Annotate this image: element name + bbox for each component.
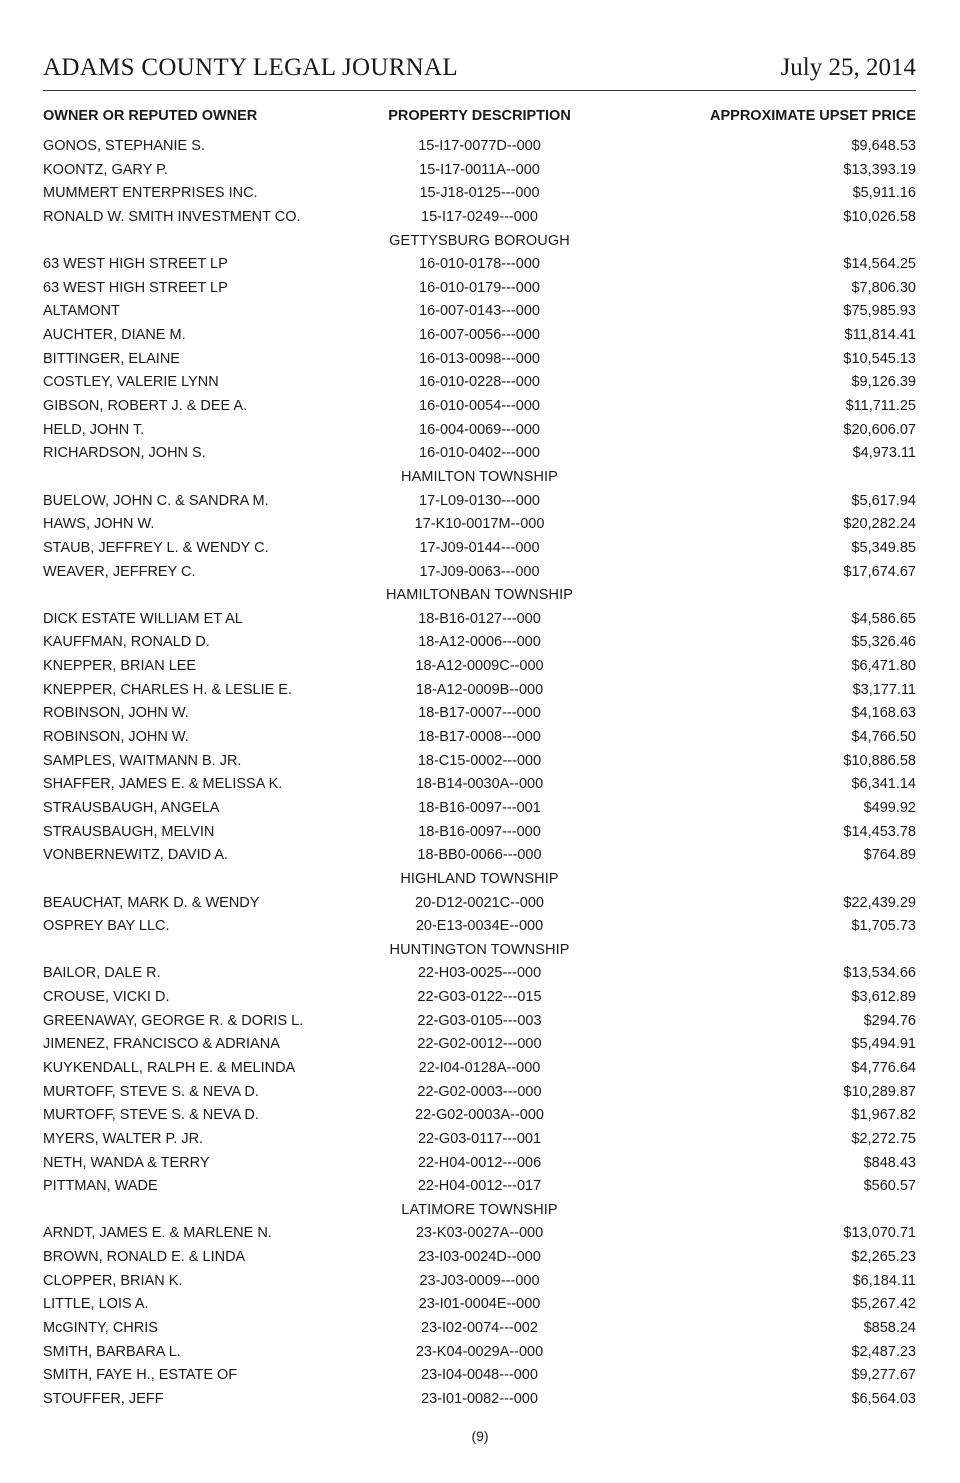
listing-table [43, 135, 916, 1412]
property-description: 22-G02-0012---000 [417, 1036, 542, 1053]
property-description: 23-I01-0004E--000 [418, 1296, 541, 1313]
upset-price: $10,545.13 [843, 350, 916, 367]
property-description: 18-B16-0097---001 [418, 799, 541, 816]
table-row [43, 419, 916, 443]
upset-price: $9,277.67 [851, 1367, 916, 1384]
owner-name: HAWS, JOHN W. [43, 516, 155, 533]
owner-name: CROUSE, VICKI D. [43, 989, 170, 1006]
table-row [43, 892, 916, 916]
table-row [43, 750, 916, 774]
table-row [43, 1152, 916, 1176]
table-row [43, 513, 916, 537]
table-row [43, 1081, 916, 1105]
table-row [43, 702, 916, 726]
upset-price: $6,184.11 [852, 1272, 916, 1289]
upset-price: $10,289.87 [843, 1083, 916, 1100]
upset-price: $5,267.42 [851, 1296, 916, 1313]
table-row [43, 442, 916, 466]
upset-price: $6,341.14 [851, 776, 916, 793]
table-row [43, 608, 916, 632]
property-description: 22-I04-0128A--000 [418, 1059, 541, 1076]
column-headers [43, 108, 916, 128]
section-name: HIGHLAND TOWNSHIP [400, 870, 559, 887]
upset-price: $4,766.50 [851, 729, 916, 746]
table-row [43, 1033, 916, 1057]
upset-price: $6,564.03 [851, 1390, 916, 1407]
upset-price: $3,177.11 [852, 681, 916, 698]
property-description: 22-G03-0117---001 [417, 1130, 542, 1147]
page-header [43, 52, 916, 91]
property-description: 17-J09-0063---000 [419, 563, 540, 580]
owner-name: McGINTY, CHRIS [43, 1320, 158, 1337]
upset-price: $14,453.78 [843, 823, 916, 840]
owner-name: SAMPLES, WAITMANN B. JR. [43, 752, 242, 769]
property-description: 22-G02-0003---000 [417, 1083, 542, 1100]
upset-price: $2,487.23 [851, 1343, 916, 1360]
owner-name: KNEPPER, BRIAN LEE [43, 658, 197, 675]
owner-name: HELD, JOHN T. [43, 421, 145, 438]
table-row [43, 1341, 916, 1365]
upset-price: $4,973.11 [852, 445, 916, 462]
owner-name: NETH, WANDA & TERRY [43, 1154, 210, 1171]
property-description: 23-I03-0024D--000 [418, 1249, 541, 1266]
section-name: LATIMORE TOWNSHIP [401, 1201, 558, 1218]
table-row [43, 348, 916, 372]
table-row [43, 821, 916, 845]
owner-name: ROBINSON, JOHN W. [43, 705, 189, 722]
property-description: 18-A12-0006---000 [418, 634, 541, 651]
property-description: 18-B17-0007---000 [418, 705, 541, 722]
owner-name: BEAUCHAT, MARK D. & WENDY [43, 894, 260, 911]
property-description: 23-I01-0082---000 [421, 1390, 538, 1407]
property-description: 23-I02-0074---002 [421, 1320, 538, 1337]
table-row [43, 1128, 916, 1152]
owner-name: SMITH, FAYE H., ESTATE OF [43, 1367, 238, 1384]
section-name: HAMILTONBAN TOWNSHIP [385, 587, 574, 604]
property-description: 22-H04-0012---006 [417, 1154, 542, 1171]
owner-name: STRAUSBAUGH, ANGELA [43, 799, 220, 816]
table-row [43, 1388, 916, 1412]
township-section-heading [43, 230, 916, 254]
owner-name: STRAUSBAUGH, MELVIN [43, 823, 215, 840]
table-row [43, 324, 916, 348]
property-description: 15-I17-0011A--000 [419, 161, 540, 178]
upset-price: $5,617.94 [851, 492, 916, 509]
section-name: HAMILTON TOWNSHIP [401, 468, 558, 485]
property-description: 18-C15-0002---000 [417, 752, 542, 769]
table-row [43, 206, 916, 230]
upset-price: $22,439.29 [843, 894, 916, 911]
upset-price: $10,026.58 [843, 208, 916, 225]
owner-name: MURTOFF, STEVE S. & NEVA D. [43, 1083, 259, 1100]
owner-name: SHAFFER, JAMES E. & MELISSA K. [43, 776, 283, 793]
property-description: 23-J03-0009---000 [419, 1272, 540, 1289]
table-row [43, 1057, 916, 1081]
property-description: 20-E13-0034E--000 [415, 918, 544, 935]
township-section-heading [43, 1199, 916, 1223]
property-description: 15-I17-0077D--000 [418, 138, 541, 154]
upset-price: $20,606.07 [843, 421, 916, 438]
property-description: 23-I04-0048---000 [421, 1367, 538, 1384]
property-description: 18-BB0-0066---000 [417, 847, 542, 864]
upset-price: $5,349.85 [851, 539, 916, 556]
upset-price: $5,326.46 [851, 634, 916, 651]
upset-price: $11,711.25 [845, 398, 916, 415]
table-row [43, 1010, 916, 1034]
owner-name: KUYKENDALL, RALPH E. & MELINDA [43, 1059, 296, 1076]
property-description: 18-B14-0030A--000 [415, 776, 544, 793]
table-row [43, 679, 916, 703]
table-row [43, 371, 916, 395]
owner-name: KOONTZ, GARY P. [43, 161, 168, 178]
upset-price: $11,814.41 [844, 327, 916, 344]
owner-name: STOUFFER, JEFF [43, 1390, 164, 1407]
property-description: 16-010-0228---000 [419, 374, 540, 391]
property-description: 22-H04-0012---017 [417, 1178, 542, 1195]
owner-name: STAUB, JEFFREY L. & WENDY C. [43, 539, 269, 556]
property-description: 16-007-0056---000 [419, 327, 540, 344]
property-description: 16-010-0178---000 [419, 256, 540, 273]
table-row [43, 631, 916, 655]
upset-price: $75,985.93 [843, 303, 916, 320]
table-row [43, 962, 916, 986]
table-row [43, 490, 916, 514]
upset-price: $4,586.65 [851, 610, 916, 627]
table-row [43, 1175, 916, 1199]
table-row [43, 1222, 916, 1246]
upset-price: $13,070.71 [843, 1225, 916, 1242]
table-row [43, 1270, 916, 1294]
owner-name: KNEPPER, CHARLES H. & LESLIE E. [43, 681, 293, 698]
property-description: 23-K04-0029A--000 [415, 1343, 544, 1360]
owner-name: BITTINGER, ELAINE [43, 350, 180, 367]
table-row [43, 1364, 916, 1388]
property-description: 18-B16-0097---000 [418, 823, 541, 840]
upset-price: $13,393.19 [843, 161, 916, 178]
property-description: 22-G02-0003A--000 [415, 1107, 544, 1124]
column-header-description: PROPERTY DESCRIPTION [388, 108, 571, 124]
township-section-heading [43, 868, 916, 892]
page-number: (9) [471, 1428, 489, 1444]
owner-name: GIBSON, ROBERT J. & DEE A. [43, 398, 248, 415]
property-description: 15-J18-0125---000 [419, 185, 540, 202]
owner-name: GONOS, STEPHANIE S. [43, 138, 205, 154]
table-row [43, 1246, 916, 1270]
owner-name: LITTLE, LOIS A. [43, 1296, 149, 1313]
owner-name: VONBERNEWITZ, DAVID A. [43, 847, 229, 864]
table-row [43, 277, 916, 301]
table-row [43, 1293, 916, 1317]
property-description: 18-A12-0009C--000 [415, 658, 544, 675]
upset-price: $2,265.23 [851, 1249, 916, 1266]
owner-name: MYERS, WALTER P. JR. [43, 1130, 204, 1147]
owner-name: CLOPPER, BRIAN K. [43, 1272, 183, 1289]
property-description: 20-D12-0021C--000 [415, 894, 544, 911]
owner-name: 63 WEST HIGH STREET LP [43, 256, 228, 273]
section-name: HUNTINGTON TOWNSHIP [389, 941, 570, 958]
owner-name: JIMENEZ, FRANCISCO & ADRIANA [43, 1036, 280, 1053]
upset-price: $858.24 [863, 1320, 916, 1337]
table-row [43, 1104, 916, 1128]
table-row [43, 537, 916, 561]
property-description: 23-K03-0027A--000 [415, 1225, 544, 1242]
property-description: 16-010-0402---000 [419, 445, 540, 462]
journal-title: ADAMS COUNTY LEGAL JOURNAL [43, 54, 458, 81]
property-description: 18-B16-0127---000 [418, 610, 541, 627]
issue-date: July 25, 2014 [780, 54, 916, 81]
upset-price: $9,648.53 [851, 138, 916, 154]
owner-name: RONALD W. SMITH INVESTMENT CO. [43, 208, 301, 225]
table-row [43, 182, 916, 206]
upset-price: $9,126.39 [851, 374, 916, 391]
table-row [43, 253, 916, 277]
property-description: 22-G03-0105---003 [417, 1012, 542, 1029]
upset-price: $1,967.82 [851, 1107, 916, 1124]
owner-name: PITTMAN, WADE [43, 1178, 158, 1195]
owner-name: MURTOFF, STEVE S. & NEVA D. [43, 1107, 259, 1124]
column-header-owner: OWNER OR REPUTED OWNER [43, 108, 258, 124]
owner-name: ARNDT, JAMES E. & MARLENE N. [43, 1225, 272, 1242]
upset-price: $20,282.24 [843, 516, 916, 533]
owner-name: SMITH, BARBARA L. [43, 1343, 181, 1360]
table-row [43, 395, 916, 419]
owner-name: AUCHTER, DIANE M. [43, 327, 186, 344]
property-description: 16-013-0098---000 [419, 350, 540, 367]
owner-name: BUELOW, JOHN C. & SANDRA M. [43, 492, 269, 509]
property-description: 17-L09-0130---000 [419, 492, 540, 509]
owner-name: ALTAMONT [43, 303, 120, 320]
property-description: 22-G03-0122---015 [417, 989, 542, 1006]
column-header-price: APPROXIMATE UPSET PRICE [710, 108, 916, 124]
upset-price: $6,471.80 [851, 658, 916, 675]
owner-name: DICK ESTATE WILLIAM ET AL [43, 610, 243, 627]
township-section-heading [43, 466, 916, 490]
upset-price: $4,168.63 [851, 705, 916, 722]
table-row [43, 1317, 916, 1341]
upset-price: $848.43 [863, 1154, 916, 1171]
table-row [43, 915, 916, 939]
table-row [43, 300, 916, 324]
upset-price: $3,612.89 [851, 989, 916, 1006]
township-section-heading [43, 939, 916, 963]
property-description: 15-I17-0249---000 [421, 208, 538, 225]
upset-price: $4,776.64 [851, 1059, 916, 1076]
property-description: 16-010-0179---000 [419, 279, 540, 296]
property-description: 16-004-0069---000 [419, 421, 540, 438]
table-row [43, 726, 916, 750]
section-name: GETTYSBURG BOROUGH [389, 232, 570, 249]
township-section-heading [43, 584, 916, 608]
owner-name: BROWN, RONALD E. & LINDA [43, 1249, 246, 1266]
owner-name: RICHARDSON, JOHN S. [43, 445, 206, 462]
table-row [43, 844, 916, 868]
upset-price: $17,674.67 [843, 563, 916, 580]
upset-price: $7,806.30 [851, 279, 916, 296]
table-row [43, 773, 916, 797]
property-description: 17-K10-0017M--000 [414, 516, 545, 533]
upset-price: $5,911.16 [852, 185, 916, 202]
upset-price: $764.89 [863, 847, 916, 864]
table-row [43, 655, 916, 679]
owner-name: ROBINSON, JOHN W. [43, 729, 189, 746]
table-row [43, 986, 916, 1010]
upset-price: $560.57 [863, 1178, 916, 1195]
owner-name: 63 WEST HIGH STREET LP [43, 279, 228, 296]
owner-name: KAUFFMAN, RONALD D. [43, 634, 210, 651]
property-description: 16-010-0054---000 [419, 398, 540, 415]
table-row [43, 797, 916, 821]
table-row [43, 135, 916, 159]
property-description: 22-H03-0025---000 [417, 965, 542, 982]
owner-name: BAILOR, DALE R. [43, 965, 161, 982]
table-row [43, 561, 916, 585]
upset-price: $10,886.58 [843, 752, 916, 769]
owner-name: WEAVER, JEFFREY C. [43, 563, 196, 580]
upset-price: $13,534.66 [843, 965, 916, 982]
upset-price: $499.92 [863, 799, 916, 816]
upset-price: $294.76 [863, 1012, 916, 1029]
upset-price: $1,705.73 [851, 918, 916, 935]
owner-name: GREENAWAY, GEORGE R. & DORIS L. [43, 1012, 304, 1029]
property-description: 16-007-0143---000 [419, 303, 540, 320]
owner-name: OSPREY BAY LLC. [43, 918, 170, 935]
upset-price: $2,272.75 [851, 1130, 916, 1147]
property-description: 17-J09-0144---000 [419, 539, 540, 556]
upset-price: $14,564.25 [843, 256, 916, 273]
owner-name: COSTLEY, VALERIE LYNN [43, 374, 219, 391]
property-description: 18-B17-0008---000 [418, 729, 541, 746]
owner-name: MUMMERT ENTERPRISES INC. [43, 185, 258, 202]
table-row [43, 159, 916, 183]
property-description: 18-A12-0009B--000 [415, 681, 544, 698]
upset-price: $5,494.91 [851, 1036, 916, 1053]
